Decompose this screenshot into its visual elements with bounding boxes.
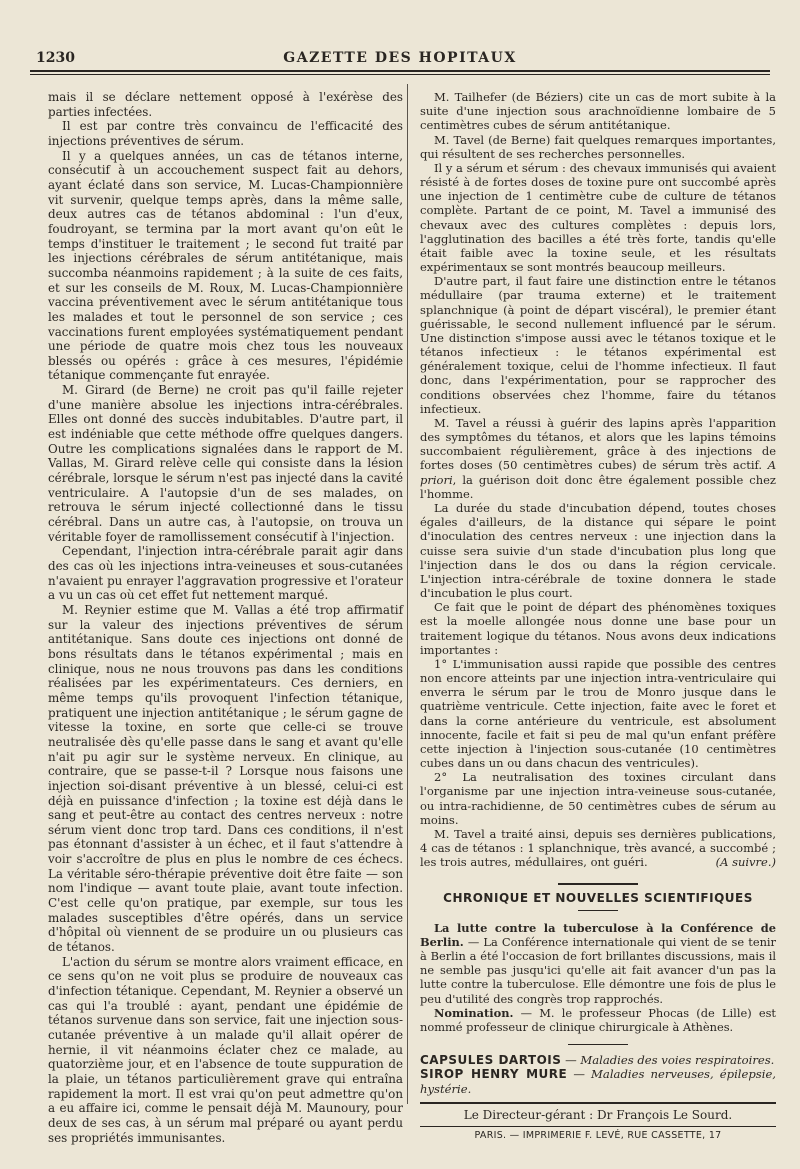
ad-brand: CAPSULES DARTOIS (420, 1053, 562, 1068)
paragraph: Il y a quelques années, un cas de tétanos interne, consécutif à un accouchement suspect fait au dehors, ayant éclaté dans son service, M. Lucas-Championnière vit survenir, quelque temps après, dans la même salle, deux autres cas de tétanos abdominal : l'un d'eux, foudroyant, se termina par la mort avant qu'on eût le temps d'instituer le traitement ; le second fut traité par les injections cérébrales de sérum antitétanique, mais succomba néanmoins rapidement ; à la suite de ces faits, et sur les conseils de M. Roux, M. Lucas-Championnière vaccina préventivement avec le sérum antitétanique tous les malades et tout le personnel de son service ; ces vaccinations furent employées systématiquement pendant une période de quatre mois chez tous les nouveaux blessés ou opérés : grâce à ces mesures, l'épidémie tétanique commençante fut enrayée. (48, 148, 403, 383)
news-body: — M. le professeur Phocas (de Lille) est nommé professeur de clinique chirurgicale à Athènes. (420, 1005, 776, 1035)
footer-rule (420, 1102, 776, 1104)
section-title: CHRONIQUE ET NOUVELLES SCIENTIFIQUES (443, 891, 753, 906)
footer-rule-thin (420, 1126, 776, 1127)
ad-description: — Maladies des voies respiratoires. (561, 1053, 775, 1068)
printer-imprint: PARIS. — IMPRIMERIE F. LEVÉ, RUE CASSETTE, 17 (474, 1129, 722, 1141)
ad-rule (568, 1044, 628, 1045)
page-number: 1230 (36, 50, 75, 66)
paragraph: Il y a sérum et sérum : des chevaux immunisés qui avaient résisté à de fortes doses de toxine pure ont succombé après une injection de 1 centimètre cube de culture de tétanos complète. Partant de ce point, M. Tavel a immunisé des chevaux avec des cultures complètes : depuis lors, l'agglutination des bacilles a été très forte, tandis qu'elle était faible avec la toxine seule, et les résultats expérimentaux se sont montrés beaucoup meilleurs. (420, 160, 776, 275)
paragraph: Il est par contre très convaincu de l'efficacité des injections préventives de sérum. (48, 119, 403, 148)
ad-line (420, 1053, 776, 1067)
paragraph: Ce fait que le point de départ des phénomènes toxiques est la moelle allongée nous donne une base pour un traitement logique du tétanos. Nous avons deux indications importantes : (420, 600, 776, 657)
director-signature: Le Directeur-gérant : Dr François Le Sourd. (463, 1107, 733, 1122)
paragraph: M. Tavel (de Berne) fait quelques remarques importantes, qui résultent de ses recherches personnelles. (420, 132, 776, 161)
paragraph: 2° La neutralisation des toxines circulant dans l'organisme par une injection intra-veineuse sous-cutanée, ou intra-rachidienne, de 50 centimètres cubes de sérum au moins. (420, 770, 776, 827)
news-item (420, 1006, 776, 1034)
paragraph: M. Reynier estime que M. Vallas a été trop affirmatif sur la valeur des injections préventives de sérum antitétanique. Sans doute ces injections ont donné de bons résultats dans le tétanos expérimental ; mais en clinique, nous ne nous trouvons pas dans les conditions réalisées par les expérimentateurs. Ces derniers, en même temps qu'ils provoquent l'infection tétanique, pratiquent une injection antitétanique ; le sérum gagne de vitesse la toxine, en sorte que celle-ci se trouve neutralisée dès qu'elle passe dans le sang et avant qu'elle n'ait pu agir sur le système nerveux. En clinique, au contraire, que se passe-t-il ? Lorsque nous faisons une injection soi-disant préventive à un blessé, celui-ci est déjà en puissance d'infection ; la toxine est déjà dans le sang et peut-être au contact des centres nerveux : notre sérum vient donc trop tard. Dans ces conditions, il n'est pas étonnant d'assister à un échec, et il faut s'attendre à voir s'accroître de plus en plus le nombre de ces échecs. La véritable séro-thérapie préventive doit être faite — son nom l'indique — avant toute plaie, avant toute infection. C'est celle qu'on pratique, par exemple, sur tous les malades susceptibles d'être opérés, dans un service d'hôpital où viennent de se produire un ou plusieurs cas de tétanos. (48, 602, 403, 955)
news-title: Nomination. (434, 1005, 514, 1020)
section-rule (558, 883, 638, 885)
paragraph: Cependant, l'injection intra-cérébrale parait agir dans des cas où les injections intra-veineuses et sous-cutanées n'avaient pu enrayer l'aggravation progressive et l'orateur a vu un cas où cet effet fut nettement marqué. (48, 544, 403, 603)
paragraph: M. Girard (de Berne) ne croit pas qu'il faille rejeter d'une manière absolue les injections intra-cérébrales. Elles ont donné des succès indubitables. D'autre part, il est indéniable que cette méthode offre quelques dangers. Outre les complications signalées dans le rapport de M. Vallas, M. Girard relève celle qui consiste dans la lésion cérébrale, lorsque le sérum n'est pas injecté dans la cavité ventriculaire. A l'autopsie d'un de ses malades, on retrouva le sérum injecté collectionné dans le tissu cérébral. Dans un autre cas, à l'autopsie, on trouva un véritable foyer de ramollissement consécutif à l'injection. (48, 383, 403, 544)
to-be-continued: (A suivre.) (715, 855, 776, 870)
text-run: M. Tavel a réussi à guérir des lapins après l'apparition des symptômes du tétanos, et alors que les lapins témoins succombaient régulièrement, grâce à des injections de fortes doses (50 centimètres cubes) de sérum très actif. (420, 415, 776, 473)
left-column (48, 90, 403, 1145)
header-rule (30, 70, 770, 72)
ad-line (420, 1067, 776, 1095)
advertisements (420, 1044, 776, 1143)
paragraph (420, 827, 776, 870)
paragraph (420, 416, 776, 501)
ad-description: — Maladies nerveuses, épilepsie, hystérie. (420, 1067, 776, 1096)
right-column (420, 90, 776, 1143)
paragraph: mais il se déclare nettement opposé à l'exérèse des parties infectées. (48, 90, 403, 119)
news-body: — La Conférence internationale qui vient de se tenir à Berlin a été l'occasion de fort brillantes discussions, mais il ne semble pas jusqu'ici qu'elle ait fait avancer d'un pas la lutte contre la tuberculose. Elle démontre une fois de plus le peu d'utilité des congrès trop rapprochés. (420, 934, 776, 1006)
news-item (420, 921, 776, 1006)
ad-brand: SIROP HENRY MURE (420, 1067, 568, 1082)
running-title: GAZETTE DES HOPITAUX (283, 50, 517, 66)
paragraph: 1° L'immunisation aussi rapide que possible des centres non encore atteints par une injection intra-ventriculaire qui enverra le sérum par le trou de Monro jusque dans le quatrième ventricule. Cette injection, faite avec le foret et dans la corne antérieure du ventricule, est absolument innocente, facile et fait si peu de mal qu'un enfant préfère cette injection à l'injection sous-cutanée (10 centimètres cubes dans un ou dans chacun des ventricules). (420, 656, 776, 771)
header-rule-thin (30, 74, 770, 75)
text-run: M. Tavel a traité ainsi, depuis ses dernières publications, 4 cas de tétanos : 1 splanchnique, très avancé, a succombé ; les trois autres, médullaires, ont guéri. (420, 826, 776, 870)
news-title: La lutte contre la tuberculose à la Conférence de Berlin. (420, 920, 776, 949)
italic-text: A priori (420, 458, 776, 487)
section-underline (578, 910, 618, 911)
paragraph: La durée du stade d'incubation dépend, toutes choses égales d'ailleurs, de la distance qui sépare le point d'inoculation des centres nerveux : une injection dans la cuisse sera suivie d'un stade d'incubation plus long que l'injection dans le dos ou dans la région cervicale. L'injection intra-cérébrale de toxine donnera le stade d'incubation le plus court. (420, 500, 776, 601)
paragraph: D'autre part, il faut faire une distinction entre le tétanos médullaire (par trauma externe) et le traitement splanchnique (à point de départ viscéral), le premier étant guérissable, le second nullement influencé par le sérum. Une distinction s'impose aussi avec le tétanos toxique et le tétanos infectieux : le tétanos expérimental est généralement toxique, celui de l'homme infectieux. Il faut donc, dans l'expérimentation, pour se rapprocher des conditions observées chez l'homme, faire du tétanos infectieux. (420, 274, 776, 416)
text-run: , la guérison doit donc être également possible chez l'homme. (420, 472, 776, 501)
paragraph: M. Tailhefer (de Béziers) cite un cas de mort subite à la suite d'une injection sous arachnoïdienne lombaire de 5 centimètres cubes de sérum antitétanique. (420, 90, 776, 133)
column-divider (407, 84, 408, 1104)
page-header (30, 48, 770, 70)
paragraph: L'action du sérum se montre alors vraiment efficace, en ce sens qu'on ne voit plus se produire de nouveaux cas d'infection tétanique. Cependant, M. Reynier a observé un cas qui l'a troublé : ayant, pendant une épidémie de tétanos survenue dans son service, fait une injection sous-cutanée préventive à un malade qu'il allait opérer de hernie, il vit néanmoins éclater chez ce malade, au quatorzième jour, et en l'absence de toute suppuration de la plaie, un tétanos particulièrement grave qui entraîna rapidement la mort. Il est vrai qu'on peut admettre qu'on a eu affaire ici, comme le pensait déjà M. Maunoury, pour deux de ses cas, à un sérum mal préparé ou ayant perdu ses propriétés immunisantes. (48, 954, 403, 1145)
